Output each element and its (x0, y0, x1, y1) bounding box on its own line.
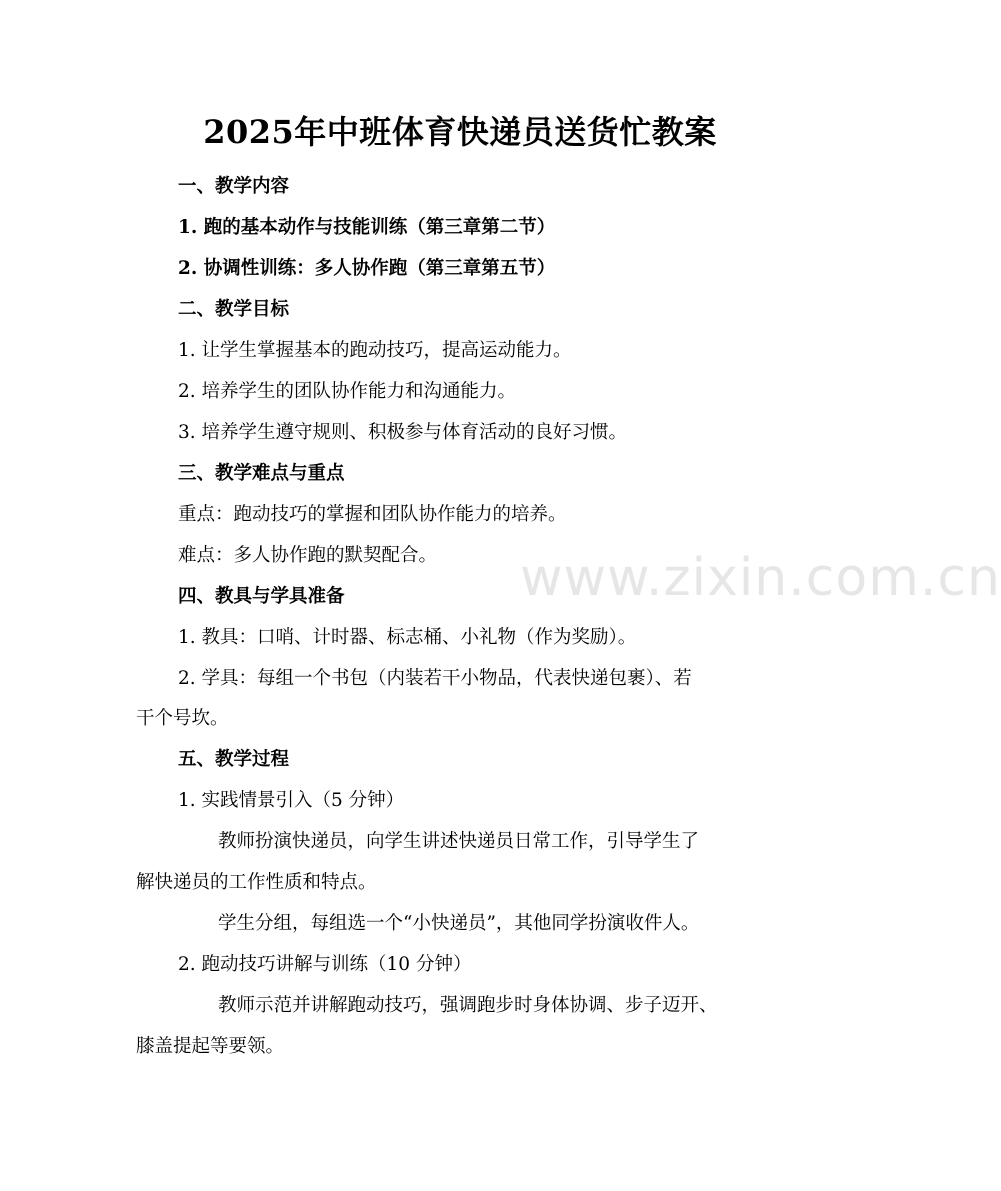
process-step-1-title: 1. 实践情景引入（5 分钟） (178, 790, 405, 811)
process-step-1-para2: 学生分组，每组选一个“小快递员”，其他同学扮演收件人。 (218, 913, 700, 934)
goal-item-2: 2. 培养学生的团队协作能力和沟通能力。 (178, 381, 517, 402)
goal-item-1: 1. 让学生掌握基本的跑动技巧，提高运动能力。 (178, 340, 572, 361)
section-heading-keypoints: 三、教学难点与重点 (178, 463, 345, 484)
section-heading-goals: 二、教学目标 (178, 299, 290, 320)
section-heading-process: 五、教学过程 (178, 749, 290, 770)
section-heading-content: 一、教学内容 (178, 176, 290, 197)
content-item-1: 1. 跑的基本动作与技能训练（第三章第二节） (178, 217, 556, 238)
materials-item-1: 1. 教具：口哨、计时器、标志桶、小礼物（作为奖励）。 (178, 627, 637, 648)
process-step-2-para1-line1: 教师示范并讲解跑动技巧，强调跑步时身体协调、步子迈开、 (218, 995, 718, 1016)
key-point-text: 重点：跑动技巧的掌握和团队协作能力的培养。 (178, 504, 567, 525)
process-step-2-title: 2. 跑动技巧讲解与训练（10 分钟） (178, 954, 472, 975)
process-step-2-para1-line2: 膝盖提起等要领。 (136, 1036, 285, 1057)
watermark: www.zixin.com.cn (520, 548, 1001, 608)
page-title: 2025年中班体育快递员送货忙教案 (203, 113, 717, 151)
section-heading-materials: 四、教具与学具准备 (178, 586, 345, 607)
materials-item-2-line1: 2. 学具：每组一个书包（内装若干小物品，代表快递包裹）、若 (178, 668, 692, 689)
materials-item-2-line2: 干个号坎。 (136, 708, 229, 729)
process-step-1-para1-line2: 解快递员的工作性质和特点。 (136, 872, 377, 893)
process-step-1-para1-line1: 教师扮演快递员，向学生讲述快递员日常工作，引导学生了 (218, 831, 700, 852)
difficulty-text: 难点：多人协作跑的默契配合。 (178, 545, 438, 566)
content-item-2: 2. 协调性训练：多人协作跑（第三章第五节） (178, 258, 556, 279)
goal-item-3: 3. 培养学生遵守规则、积极参与体育活动的良好习惯。 (178, 422, 628, 443)
